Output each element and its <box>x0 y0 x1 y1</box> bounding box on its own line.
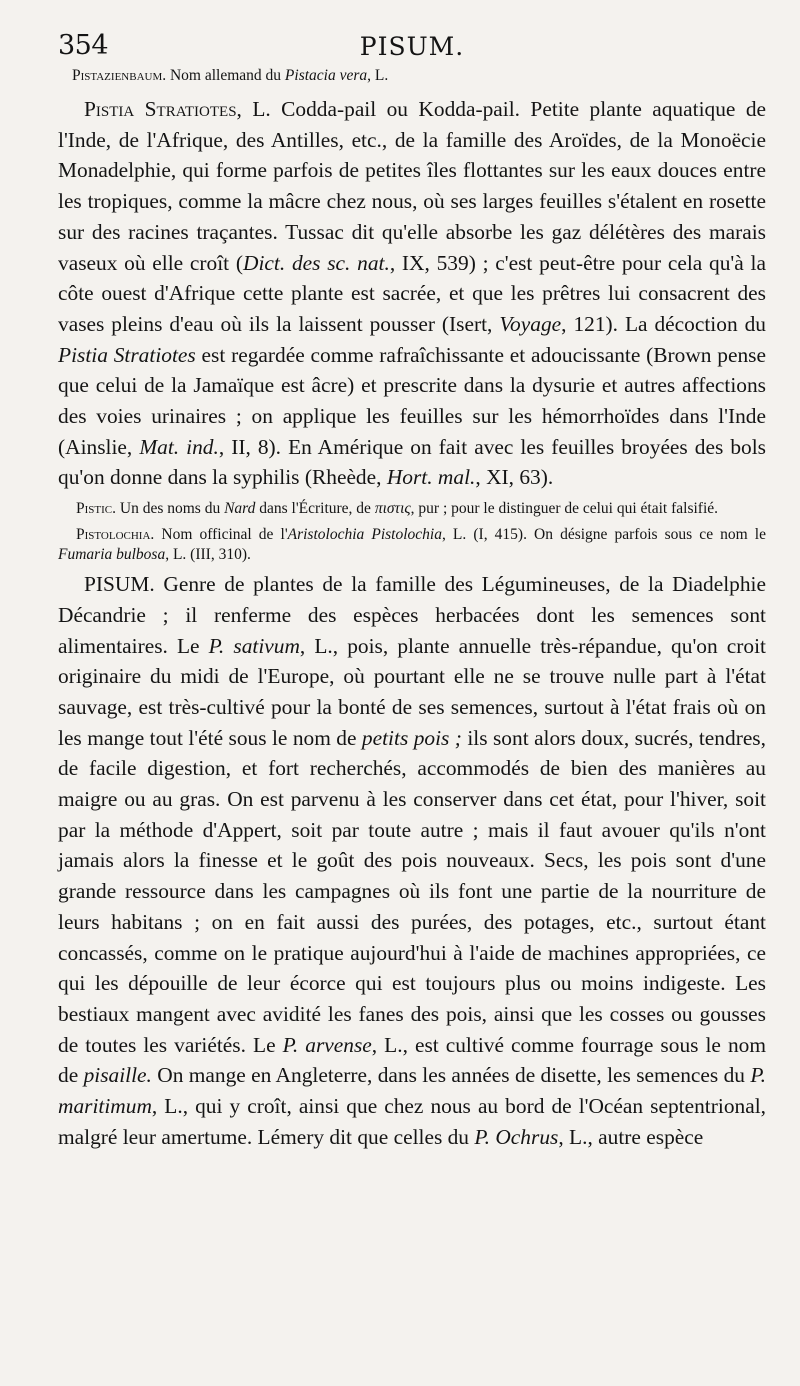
entry-text: , L. (III, 310). <box>165 546 251 564</box>
entry-italic: Aristolochia Pistolochia <box>287 526 442 544</box>
entry-text: , II, 8). En Amérique on fait avec les feuilles broyées des bols qu'on donne dans la syphilis (Rheède, <box>58 434 767 490</box>
running-title: PISUM. <box>359 32 465 61</box>
entry-italic: P. Ochrus <box>474 1124 559 1149</box>
entry-headword: Pistolochia. <box>76 526 155 544</box>
entry-pisum <box>58 569 766 1152</box>
entry-text: , L., autre espèce <box>558 1124 704 1149</box>
entry-headword: Pistic. <box>76 500 116 518</box>
running-header <box>58 30 766 66</box>
entry-text: , L., pois, plante annuelle très-répandue, qu'on croit originaire du midi de l'Europe, où pourtant elle ne se trouve nulle part à l'état sauvage, est très-cultivé pour la bonté de ses semences, surtout à l'état frais où on les mange tout l'été sous le nom de <box>58 633 766 750</box>
entry-italic: P. sativum <box>208 633 300 658</box>
entry-italic: Fumaria bulbosa <box>58 546 166 564</box>
entry-text: , L., qui y croît, ainsi que chez nous au bord de l'Océan septentrional, malgré leur amertume. Lémery dit que celles du <box>58 1094 766 1149</box>
entry-text: , 121). La décoction du <box>561 311 766 336</box>
entry-pistia <box>58 94 766 493</box>
entry-text: dans l'Écriture, de <box>255 500 375 518</box>
entry-text: Genre de plantes de la famille des Légumineuses, de la Diadelphie Décandrie ; il renferme des espèces herbacées dont les semences sont alimentaires. Le <box>58 572 766 658</box>
page-number: 354 <box>58 30 109 61</box>
entry-text: ils sont alors doux, sucrés, tendres, de facile digestion, et fort recherchés, accommodés de bien des manières au maigre ou au gras. On est parvenu à les conserver dans cet état, pour l'hiver, soit par la méthode d'Appert, soit par toute autre ; mais il faut avouer qu'ils n'ont jamais alors la finesse et le goût des pois nouveaux. Secs, les pois sont d'une grande ressource dans les campagnes où ils font une partie de la nourriture de leurs habitans ; on en fait aussi des purées, des potages, etc., surtout étant concassés, comme on le pratique aujourd'hui à l'aide de machines appropriées, ce qui les dépouille de leur écorce qui est toujours plus ou moins indigeste. Les bestiaux mangent avec avidité les fanes des pois, ainsi que les cosses ou gousses de toutes les variétés. Le <box>58 725 766 1057</box>
entry-text: , L. <box>367 67 389 84</box>
entry-pistazienbaum <box>58 66 766 86</box>
entry-text: On mange en Angleterre, dans les années de disette, les semences du <box>151 1063 751 1088</box>
entry-italic: Mat. ind. <box>139 434 219 459</box>
entry-pistolochia <box>58 525 766 565</box>
entry-text: , XI, 63). <box>475 465 554 490</box>
entry-italic: P. maritimum <box>58 1063 766 1119</box>
entry-italic: Dict. des sc. nat. <box>243 250 390 275</box>
entry-text: , pur ; pour le distinguer de celui qui était falsifié. <box>410 500 719 518</box>
entry-italic: P. arvense <box>282 1032 372 1057</box>
book-page <box>58 30 766 1153</box>
entry-italic: πιστις <box>374 500 411 518</box>
entry-text: Un des noms du <box>116 500 225 518</box>
entry-italic: Pistia Stratiotes <box>58 342 196 367</box>
entry-text: Nom allemand du <box>166 67 285 84</box>
entry-text: , L. (I, 415). On désigne parfois sous ce nom le <box>441 526 766 544</box>
entry-headword: PISUM. <box>84 572 155 597</box>
entry-pistic <box>58 499 766 519</box>
entry-text: , L., est cultivé comme fourrage sous le nom de <box>58 1032 766 1088</box>
entry-headword: Pistazienbaum. <box>72 67 167 84</box>
entry-italic: Hort. mal. <box>386 465 476 490</box>
entry-italic: petits pois ; <box>361 725 462 750</box>
entry-italic: pisaille. <box>83 1063 152 1088</box>
entry-headword: Pistia Stratiotes <box>84 97 237 121</box>
entry-text: , L. Codda-pail ou Kodda-pail. Petite plante aquatique de l'Inde, de l'Afrique, des Antilles, etc., de la famille des Aroïdes, de la Monoëcie Monadelphie, qui forme parfois de petites îles flottantes sur les eaux douces entre les tropiques, comme la mâcre chez nous, où ses larges feuilles s'étalent en rosette sur des racines traçantes. Tussac dit qu'elle absorbe les gaz délétères des marais vaseux où elle croît ( <box>58 97 767 275</box>
entry-text: est regardée comme rafraîchissante et adoucissante (Brown pense que celui de la Jamaïque est âcre) et prescrite dans la dysurie et autres affections des voies urinaires ; on applique les feuilles sur les hémorrhoïdes dans l'Inde (Ainslie, <box>58 342 766 459</box>
entry-text: Nom officinal de l' <box>154 526 288 544</box>
entry-italic: Pistacia vera <box>284 67 368 84</box>
entry-text: , IX, 539) ; c'est peut-être pour cela qu'à la côte ouest d'Afrique cette plante est sacrée, et que les prêtres lui consacrent des vases pleins d'eau où ils la laissent pousser (Isert, <box>58 250 766 336</box>
entry-italic: Voyage <box>499 311 562 336</box>
entry-italic: Nard <box>224 500 256 518</box>
